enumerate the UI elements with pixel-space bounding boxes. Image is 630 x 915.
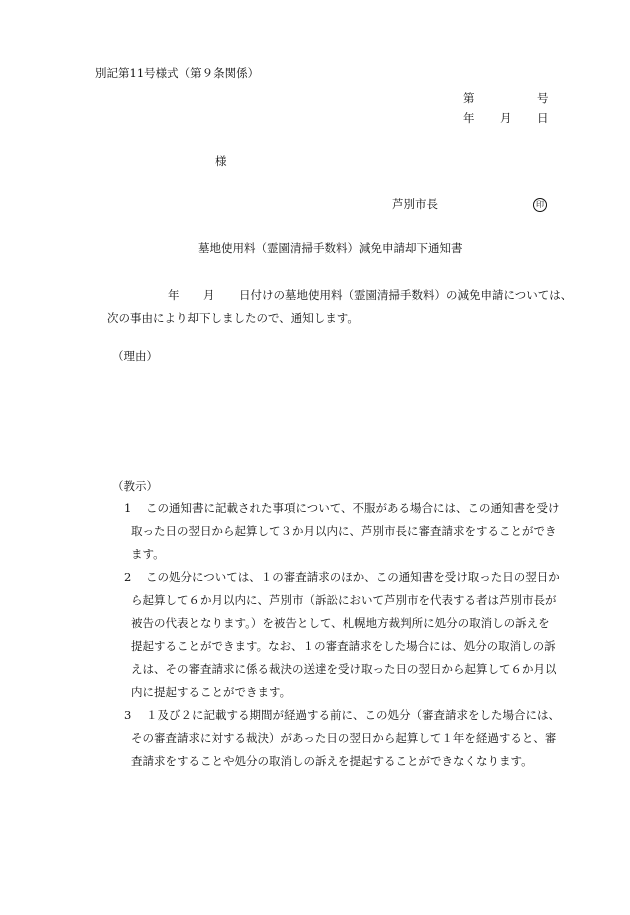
body-year: 年 bbox=[168, 288, 180, 302]
body-line1: 日付けの墓地使用料（霊園清掃手数料）の減免申請については、 bbox=[239, 288, 573, 302]
item-number: 3 bbox=[124, 708, 132, 722]
addressee-suffix: 様 bbox=[215, 154, 227, 168]
item-line: 取った日の翌日から起算して３か月以内に、芦別市長に審査請求をすることができ bbox=[131, 524, 557, 538]
item-number: 1 bbox=[124, 501, 132, 515]
doc-number-prefix: 第 bbox=[463, 91, 475, 105]
sender-name: 芦別市長 bbox=[392, 197, 438, 211]
item-line: えは、その審査請求に係る裁決の送達を受け取った日の翌日から起算して６か月以 bbox=[131, 662, 557, 676]
body-month: 月 bbox=[203, 288, 215, 302]
item-line: １及び２に記載する期間が経過する前に、この処分（審査請求をした場合には、 bbox=[146, 708, 560, 722]
item-line: ます。 bbox=[131, 547, 165, 561]
reason-heading: （理由） bbox=[112, 349, 158, 363]
body-line2: 次の事由により却下しましたので、通知します。 bbox=[107, 311, 359, 325]
form-label: 別記第11号様式（第９条関係） bbox=[95, 66, 260, 80]
date-day: 日 bbox=[537, 111, 549, 125]
document-title: 墓地使用料（霊園清掃手数料）減免申請却下通知書 bbox=[198, 241, 463, 255]
item-line: 内に提起することができます。 bbox=[131, 685, 292, 699]
item-line: ら起算して６か月以内に、芦別市（訴訟において芦別市を代表する者は芦別市長が bbox=[131, 593, 557, 607]
seal-icon: 印 bbox=[533, 198, 547, 212]
item-line: 査請求をすることや処分の取消しの訴えを提起することができなくなります。 bbox=[131, 754, 533, 768]
item-line: この通知書に記載された事項について、不服がある場合には、この通知書を受け bbox=[146, 501, 560, 515]
item-number: 2 bbox=[124, 570, 132, 584]
doc-number-suffix: 号 bbox=[537, 91, 549, 105]
item-line: その審査請求に対する裁決）があった日の翌日から起算して１年を経過すると、審 bbox=[131, 731, 557, 745]
date-month: 月 bbox=[500, 111, 512, 125]
date-year: 年 bbox=[463, 111, 475, 125]
item-line: 被告の代表となります。）を被告として、札幌地方裁判所に処分の取消しの訴えを bbox=[131, 616, 550, 630]
item-line: この処分については、１の審査請求のほか、この通知書を受け取った日の翌日か bbox=[146, 570, 560, 584]
instruction-heading: （教示） bbox=[112, 479, 158, 493]
item-line: 提起することができます。なお、１の審査請求をした場合には、処分の取消しの訴 bbox=[131, 639, 556, 653]
